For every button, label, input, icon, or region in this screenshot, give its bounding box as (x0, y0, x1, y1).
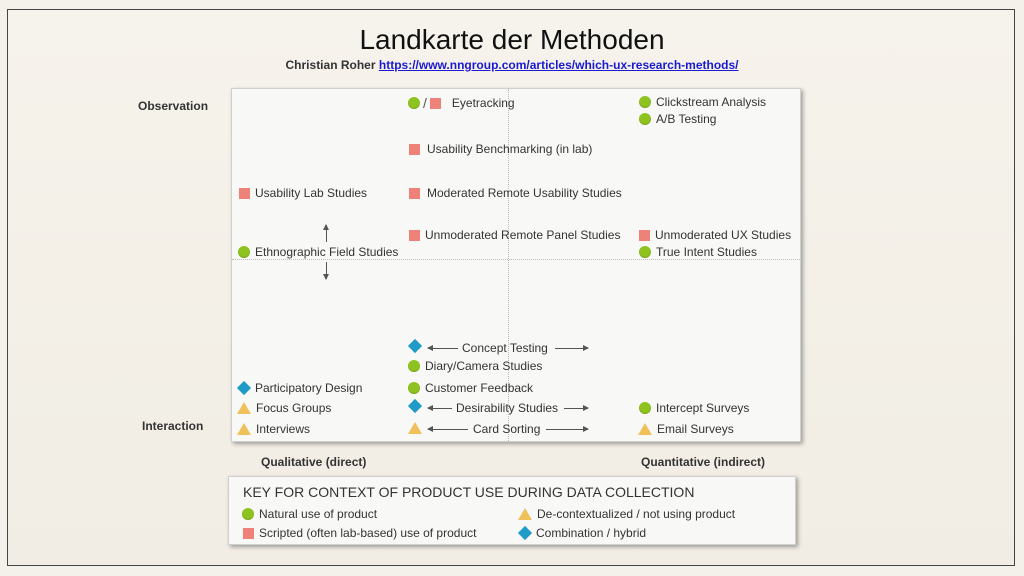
method-unmoderated-panel (409, 228, 620, 242)
yellow-triangle-icon (408, 422, 422, 434)
method-customer-feedback (408, 381, 533, 395)
legend-label: Scripted (often lab-based) use of product (259, 526, 477, 540)
method-ethnographic (238, 245, 398, 259)
green-circle-icon (242, 508, 254, 520)
arrow-right-icon (555, 348, 588, 349)
yellow-triangle-icon (237, 402, 251, 414)
method-benchmarking (409, 142, 592, 156)
source-link[interactable]: https://www.nngroup.com/articles/which-ux-research-methods/ (378, 58, 739, 72)
method-lab-studies (239, 186, 367, 200)
legend-label: Natural use of product (259, 507, 378, 521)
method-label: Unmoderated Remote Panel Studies (425, 228, 621, 242)
red-square-icon (243, 528, 254, 539)
yellow-triangle-icon (518, 508, 532, 520)
red-square-icon (409, 188, 420, 199)
page-title: Landkarte der Methoden (359, 24, 665, 55)
legend-key (228, 476, 796, 545)
red-square-icon (639, 230, 650, 241)
method-label: Unmoderated UX Studies (655, 228, 792, 242)
method-participatory (238, 381, 362, 395)
legend-label: De-contextualized / not using product (537, 507, 736, 521)
method-ab-testing (639, 112, 716, 126)
method-unmoderated-ux (639, 228, 791, 242)
method-label: Diary/Camera Studies (425, 359, 543, 373)
method-desirability (409, 401, 421, 411)
legend-item-decontextualized (518, 507, 735, 521)
method-label: Usability Benchmarking (in lab) (427, 142, 593, 156)
axis-label-observation: Observation (138, 99, 209, 113)
blue-diamond-icon (237, 381, 251, 395)
green-circle-icon (639, 113, 651, 125)
arrow-right-icon (546, 429, 588, 430)
horizontal-divider (232, 259, 800, 260)
method-label: Clickstream Analysis (656, 95, 767, 109)
method-moderated-remote (409, 186, 622, 200)
method-label: Ethnographic Field Studies (255, 245, 399, 259)
green-circle-icon (639, 96, 651, 108)
green-circle-icon (639, 402, 651, 414)
red-square-icon (239, 188, 250, 199)
arrow-left-icon (428, 429, 468, 430)
green-circle-icon (238, 246, 250, 258)
method-label: Participatory Design (255, 381, 363, 395)
slash-separator: / (423, 95, 427, 111)
arrow-left-icon (428, 408, 452, 409)
arrow-up-icon (326, 225, 327, 242)
legend-label: Combination / hybrid (536, 526, 647, 540)
method-email-surveys (638, 422, 734, 436)
method-label: Customer Feedback (425, 381, 534, 395)
axis-label-qualitative: Qualitative (direct) (261, 455, 367, 469)
method-clickstream (639, 95, 766, 109)
yellow-triangle-icon (237, 423, 251, 435)
author-name: Christian Roher (285, 58, 376, 72)
legend-item-scripted (243, 526, 476, 540)
blue-diamond-icon (408, 339, 422, 353)
method-diary (408, 359, 542, 373)
axis-label-interaction: Interaction (142, 419, 204, 433)
method-card-sorting (408, 422, 422, 434)
red-square-icon (409, 230, 420, 241)
method-label: Focus Groups (256, 401, 332, 415)
legend-item-combination (519, 526, 646, 540)
method-label: True Intent Studies (656, 245, 757, 259)
method-label: Intercept Surveys (656, 401, 750, 415)
method-label: Concept Testing (462, 341, 548, 355)
subtitle (0, 58, 1024, 72)
method-interviews (237, 422, 310, 436)
method-label: Eyetracking (451, 96, 515, 110)
red-square-icon (430, 98, 441, 109)
arrow-left-icon (428, 348, 458, 349)
method-label: A/B Testing (656, 112, 717, 126)
yellow-triangle-icon (638, 423, 652, 435)
green-circle-icon (408, 360, 420, 372)
method-focus-groups (237, 401, 331, 415)
green-circle-icon (408, 97, 420, 109)
method-eyetracking (408, 95, 515, 111)
method-label: Card Sorting (473, 422, 541, 436)
method-label: Desirability Studies (456, 401, 559, 415)
method-label: Usability Lab Studies (255, 186, 368, 200)
blue-diamond-icon (518, 526, 532, 540)
method-label: Interviews (256, 422, 311, 436)
green-circle-icon (408, 382, 420, 394)
legend-title: KEY FOR CONTEXT OF PRODUCT USE DURING DATA COLLECTION (243, 484, 695, 500)
red-square-icon (409, 144, 420, 155)
axis-label-quantitative: Quantitative (indirect) (641, 455, 766, 469)
method-true-intent (639, 245, 757, 259)
method-intercept (639, 401, 749, 415)
green-circle-icon (639, 246, 651, 258)
arrow-down-icon (326, 262, 327, 279)
methods-landscape (231, 88, 801, 442)
arrow-right-icon (564, 408, 588, 409)
legend-item-natural (242, 507, 377, 521)
method-concept-testing (409, 341, 421, 351)
method-label: Email Surveys (657, 422, 734, 436)
blue-diamond-icon (408, 399, 422, 413)
method-label: Moderated Remote Usability Studies (427, 186, 622, 200)
